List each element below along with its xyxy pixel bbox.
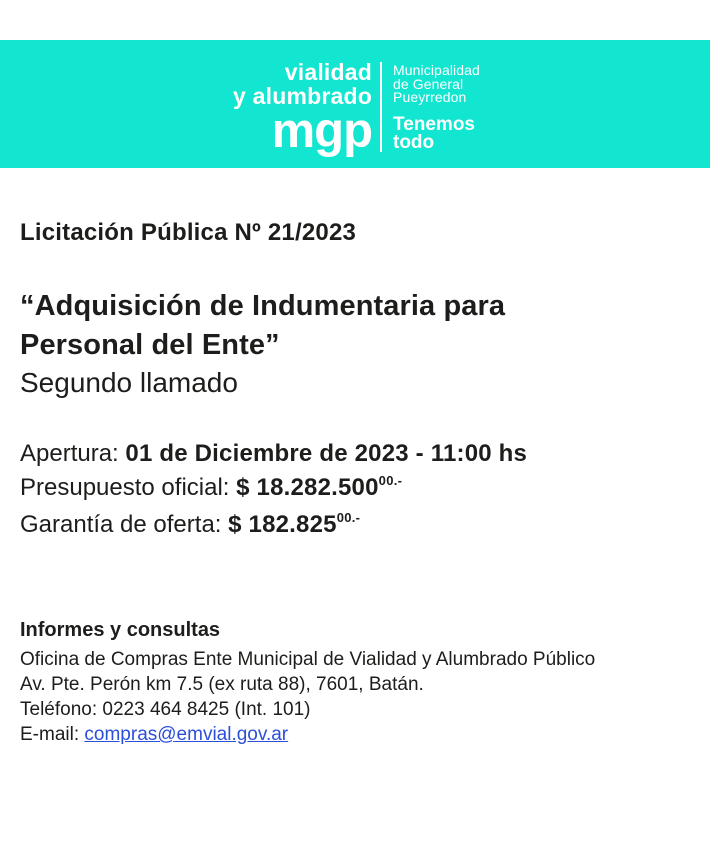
contact-address: Av. Pte. Perón km 7.5 (ex ruta 88), 7601, Batán. xyxy=(20,674,424,695)
logo-alumbrado-line: y alumbrado xyxy=(233,83,372,109)
emvial-logo xyxy=(233,59,372,158)
presupuesto-row xyxy=(20,471,690,508)
tender-flyer xyxy=(0,40,710,868)
header-banner xyxy=(0,40,710,168)
presupuesto-value: $ 18.282.500 xyxy=(236,474,379,501)
municipality-line-3: Pueyrredon xyxy=(393,89,467,105)
municipality-slogan xyxy=(393,113,480,153)
logo-divider xyxy=(380,62,382,152)
garantia-value: $ 182.825 xyxy=(228,511,337,538)
header-right-block xyxy=(393,64,480,152)
slogan-line-2: todo xyxy=(393,131,435,153)
logo-vialidad-line: vialidad xyxy=(284,59,372,85)
contact-office: Oficina de Compras Ente Municipal de Vialidad y Alumbrado Público xyxy=(20,649,596,670)
municipality-line-1: Municipalidad xyxy=(393,62,480,78)
garantia-row xyxy=(20,508,690,545)
tender-call: Segundo llamado xyxy=(20,367,238,398)
garantia-label: Garantía de oferta: xyxy=(20,511,229,538)
slogan-line-1: Tenemos xyxy=(393,113,476,135)
email-label: E-mail: xyxy=(20,724,85,745)
contact-section xyxy=(20,617,690,747)
contact-heading: Informes y consultas xyxy=(20,619,221,641)
municipality-line-2: de General xyxy=(393,75,464,92)
contact-lines xyxy=(20,647,690,747)
presupuesto-label: Presupuesto oficial: xyxy=(20,474,237,501)
flyer-content xyxy=(0,218,710,747)
tender-figures xyxy=(20,437,690,545)
email-link[interactable]: compras@emvial.gov.ar xyxy=(84,724,289,745)
apertura-row xyxy=(20,437,690,471)
page-title: Licitación Pública Nº 21/2023 xyxy=(20,219,357,246)
apertura-value: 01 de Diciembre de 2023 - 11:00 hs xyxy=(125,440,528,467)
presupuesto-cents: 00.- xyxy=(378,473,403,488)
logo-mgp: mgp xyxy=(271,104,372,158)
garantia-cents: 00.- xyxy=(336,510,361,525)
municipality-name xyxy=(393,64,480,105)
contact-email-row xyxy=(20,722,690,747)
tender-subject: “Adquisición de Indumentaria para Personal del Ente” xyxy=(20,290,506,361)
contact-phone: Teléfono: 0223 464 8425 (Int. 101) xyxy=(20,699,311,720)
apertura-label: Apertura: xyxy=(20,440,126,467)
